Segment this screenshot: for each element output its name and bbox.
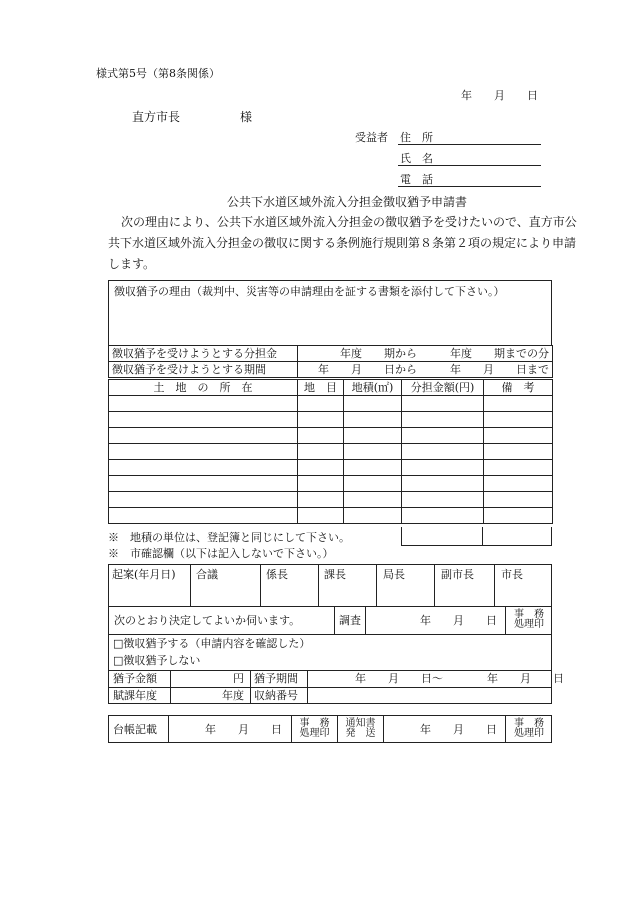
form-number: 様式第5号（第8条関係） [96, 67, 220, 80]
approval-chief: 係長 [266, 568, 288, 581]
address-label: 住 所 [400, 131, 433, 144]
document-title: 公共下水道区域外流入分担金徴収猶予申請書 [227, 195, 468, 209]
grant-amount-label: 徴収猶予を受けようとする分担金 [109, 346, 298, 362]
ledger-seal: 事 務 処理印 [299, 718, 330, 739]
audit-date[interactable]: 年 月 日 [420, 614, 497, 627]
reason-label: 徴収猶予の理由（裁判中、災害等の申請理由を証する書類を添付して下さい。） [114, 285, 505, 298]
receipt-number-label: 収納番号 [254, 689, 298, 702]
phone-line[interactable] [398, 186, 541, 187]
table-row[interactable] [109, 396, 553, 412]
tax-year-unit[interactable]: 年度 [222, 689, 244, 702]
table-row[interactable] [109, 460, 553, 476]
area-unit-note: ※ 地積の単位は、登記簿と同じにして下さい。 [108, 531, 350, 544]
deny-checkbox[interactable]: □徴収猶予しない [113, 654, 201, 667]
approval-consultation: 合議 [196, 568, 218, 581]
address-line[interactable] [398, 144, 541, 145]
approval-drafted: 起案(年月日) [112, 568, 176, 581]
proposal-text: 次のとおり決定してよいか伺います。 [114, 614, 301, 627]
reason-box[interactable] [108, 280, 552, 346]
deferral-period-label: 猶予期間 [254, 672, 298, 685]
land-table [108, 379, 553, 524]
table-row[interactable] [109, 476, 553, 492]
grant-period-field[interactable]: 年 月 日から 年 月 日まで [298, 362, 553, 378]
phone-label: 電 話 [400, 173, 433, 186]
grant-amount-field[interactable]: 年度 期から 年度 期までの分 [298, 346, 553, 362]
ledger-date[interactable]: 年 月 日 [205, 723, 282, 736]
col-land-category: 地 目 [298, 380, 344, 396]
addressee: 直方市長 様 [132, 110, 253, 124]
notice-seal: 事 務 処理印 [514, 718, 544, 739]
name-label: 氏 名 [400, 152, 433, 165]
notice-date[interactable]: 年 月 日 [420, 723, 497, 736]
grant-table [108, 345, 553, 378]
body-line-3: します。 [108, 257, 156, 271]
table-row[interactable] [109, 508, 553, 524]
col-land-area: 地積(㎡) [344, 380, 402, 396]
application-date: 年 月 日 [461, 89, 538, 102]
land-table-header [109, 380, 553, 396]
col-location: 土 地 の 所 在 [109, 380, 298, 396]
grant-period-label: 徴収猶予を受けようとする期間 [109, 362, 298, 378]
approval-mayor: 市長 [501, 568, 523, 581]
table-row[interactable] [109, 444, 553, 460]
approval-section-head: 課長 [324, 568, 346, 581]
total-amount-cell[interactable] [401, 527, 552, 546]
approval-deputy-mayor: 副市長 [441, 568, 474, 581]
ledger-label: 台帳記載 [113, 723, 157, 736]
body-line-2: 共下水道区域外流入分担金の徴収に関する条例施行規則第８条第２項の規定により申請 [108, 236, 577, 250]
deferral-amount-label: 猶予金額 [113, 672, 157, 685]
table-row[interactable] [109, 412, 553, 428]
deferral-amount-unit[interactable]: 円 [233, 672, 244, 685]
table-row[interactable] [109, 428, 553, 444]
col-charge-amount: 分担金額(円) [402, 380, 484, 396]
applicant-label: 受益者 [355, 131, 388, 144]
approval-bureau-head: 局長 [383, 568, 405, 581]
table-row[interactable] [109, 492, 553, 508]
admin-seal: 事 務 処理印 [514, 609, 544, 630]
city-check-note: ※ 市確認欄（以下は記入しないで下さい。） [108, 547, 334, 560]
body-line-1: 次の理由により、公共下水道区域外流入分担金の徴収猶予を受けたいので、直方市公 [121, 215, 577, 229]
notice-sent-label: 通知書 発 送 [345, 718, 376, 739]
audit-label: 調査 [339, 614, 361, 627]
deferral-period-value[interactable]: 年 月 日～ 年 月 日 [355, 672, 564, 685]
grant-checkbox[interactable]: □徴収猶予する（申請内容を確認した） [113, 637, 311, 650]
tax-year-label: 賦課年度 [113, 689, 157, 702]
name-line[interactable] [398, 165, 541, 166]
col-remarks: 備 考 [484, 380, 553, 396]
